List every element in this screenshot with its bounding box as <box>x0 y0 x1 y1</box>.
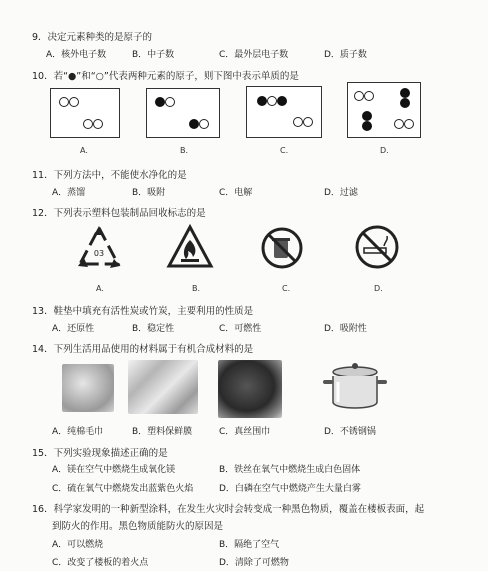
q14-option-b: B．塑料保鲜膜 <box>132 427 193 437</box>
q10-stem: 10．若“●”和“○”代表两种元素的原子，则下图中表示单质的是 <box>32 71 299 82</box>
q9-option-c: C．最外层电子数 <box>219 50 289 60</box>
q10-diagram-b <box>146 88 220 138</box>
q9-option-d: D．质子数 <box>324 50 367 60</box>
q14-stem: 14．下列生活用品使用的材料属于有机合成材料的是 <box>32 344 254 355</box>
black-atom <box>277 96 287 106</box>
q13-option-a: A．还原性 <box>52 324 95 334</box>
q12-label-a: A. <box>96 284 104 293</box>
q14-option-a: A．纯棉毛巾 <box>52 427 104 437</box>
q16-option-c: C．改变了楼板的着火点 <box>52 558 149 568</box>
q13-option-d: D．吸附性 <box>324 324 367 334</box>
q15-stem: 15．下列实验现象描述正确的是 <box>32 448 168 459</box>
q13-stem: 13．鞋垫中填充有活性炭或竹炭，主要利用的性质是 <box>32 306 254 317</box>
flammable-warning-icon <box>166 224 214 270</box>
q14-option-c: C．真丝围巾 <box>219 427 271 437</box>
white-atom <box>59 97 69 107</box>
white-atom <box>83 119 93 129</box>
q10-label-d: D. <box>380 146 389 155</box>
q10-label-b: B. <box>180 146 189 155</box>
q10-diagram-d <box>347 82 421 138</box>
q10-label-a: A. <box>80 146 88 155</box>
white-atom <box>267 96 277 106</box>
white-atom <box>93 119 103 129</box>
q16-stem-line1: 16．科学家发明的一种新型涂料，在发生火灾时会转变成一种黑色物质，覆盖在楼板表面，起 <box>32 504 425 515</box>
white-atom <box>165 97 175 107</box>
q9-option-b: B．中子数 <box>132 50 175 60</box>
q9-stem: 9．决定元素种类的是原子的 <box>32 32 153 43</box>
q15-option-a: A．镁在空气中燃烧生成氧化镁 <box>52 465 176 475</box>
plastic-wrap-photo <box>128 360 198 414</box>
q11-option-c: C．电解 <box>219 188 253 198</box>
cotton-towel-photo <box>62 364 114 412</box>
black-atom <box>362 111 372 121</box>
stainless-steel-pot-icon <box>320 358 390 418</box>
q16-stem-line2: 到防火的作用。黑色物质能防火的原因是 <box>52 521 224 532</box>
q9-option-a: A．核外电子数 <box>46 50 107 60</box>
q11-option-b: B．吸附 <box>132 188 166 198</box>
q12-label-b: B. <box>192 284 201 293</box>
white-atom <box>199 119 209 129</box>
recycle-symbol-icon <box>74 224 124 272</box>
q16-option-b: B．隔绝了空气 <box>219 540 280 550</box>
q13-option-c: C．可燃性 <box>219 324 262 334</box>
q10-diagram-a <box>50 88 120 138</box>
white-atom <box>354 91 364 101</box>
black-atom <box>400 98 410 108</box>
white-atom <box>394 119 404 129</box>
q13-option-b: B．稳定性 <box>132 324 175 334</box>
q11-option-a: A．蒸馏 <box>52 188 86 198</box>
silk-scarf-photo <box>218 360 282 418</box>
white-atom <box>293 117 303 127</box>
white-atom <box>364 91 374 101</box>
q12-label-c: C. <box>282 284 291 293</box>
q12-stem: 12．下列表示塑料包装制品回收标志的是 <box>32 208 206 219</box>
black-atom <box>362 121 372 131</box>
black-atom <box>400 88 410 98</box>
black-atom <box>189 119 199 129</box>
black-atom <box>257 96 267 106</box>
q11-stem: 11．下列方法中，不能使水净化的是 <box>32 170 187 181</box>
white-atom <box>303 117 313 127</box>
q15-option-c: C．硫在氧气中燃烧发出蓝紫色火焰 <box>52 484 194 494</box>
white-atom <box>404 119 414 129</box>
q16-option-a: A．可以燃烧 <box>52 540 104 550</box>
q15-option-b: B．铁丝在氧气中燃烧生成白色固体 <box>219 465 361 475</box>
no-waste-dumping-icon <box>260 226 304 270</box>
q12-label-d: D. <box>374 284 383 293</box>
white-atom <box>69 97 79 107</box>
q14-option-d: D．不锈钢锅 <box>324 427 376 437</box>
q11-option-d: D．过滤 <box>324 188 358 198</box>
q10-label-c: C. <box>280 146 289 155</box>
q15-option-d: D．白磷在空气中燃烧产生大量白雾 <box>219 484 361 494</box>
q10-diagram-c <box>246 86 322 138</box>
recycle-code: 03 <box>93 249 105 258</box>
no-smoking-icon <box>354 224 400 270</box>
black-atom <box>155 97 165 107</box>
q16-option-d: D．清除了可燃物 <box>219 558 289 568</box>
